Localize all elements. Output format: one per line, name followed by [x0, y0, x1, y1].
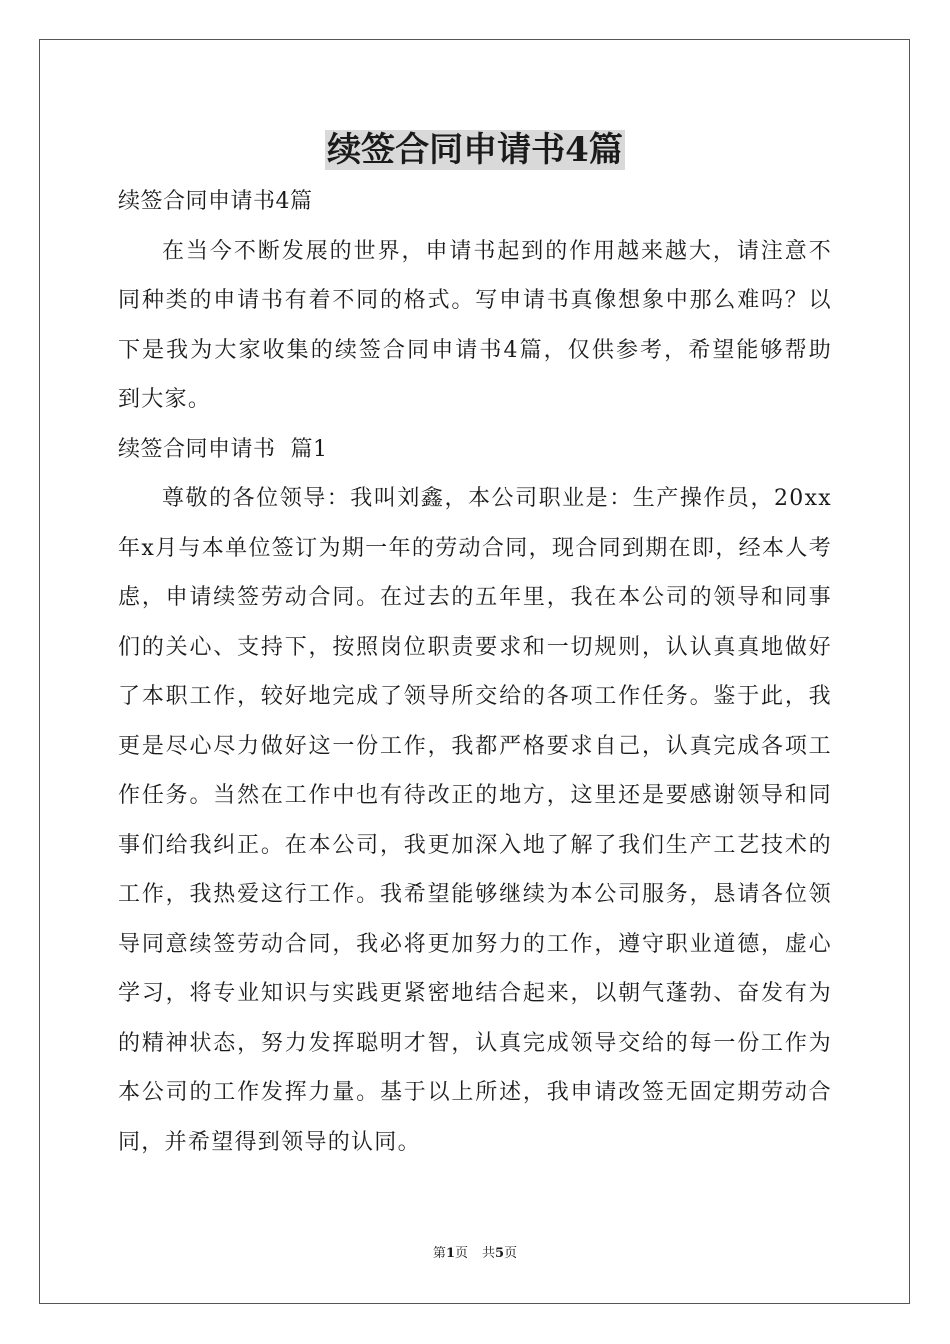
intro-paragraph: 在当今不断发展的世界，申请书起到的作用越来越大，请注意不同种类的申请书有着不同的格式。写申请书真像想象中那么难吗？以下是我为大家收集的续签合同申请书4篇，仅供参考，希望能够帮助到大家。 [118, 238, 832, 412]
page-footer [0, 1245, 950, 1263]
document-subtitle: 续签合同申请书4篇 [118, 189, 313, 214]
document-body [118, 177, 832, 1167]
section-paragraph: 尊敬的各位领导：我叫刘鑫，本公司职业是：生产操作员，20xx年x月与本单位签订为期一年的劳动合同，现合同到期在即，经本人考虑，申请续签劳动合同。在过去的五年里，我在本公司的领导和同事们的关心、支持下，按照岗位职责要求和一切规则，认认真真地做好了本职工作，较好地完成了领导所交给的各项工作任务。鉴于此，我更是尽心尽力做好这一份工作，我都严格要求自己，认真完成各项工作任务。当然在工作中也有待改正的地方，这里还是要感谢领导和同事们给我纠正。在本公司，我更加深入地了解了我们生产工艺技术的工作，我热爱这行工作。我希望能够继续为本公司服务，恳请各位领导同意续签劳动合同，我必将更加努力的工作，遵守职业道德，虚心学习，将专业知识与实践更紧密地结合起来，以朝气蓬勃、奋发有为的精神状态，努力发挥聪明才智，认真完成领导交给的每一份工作为本公司的工作发挥力量。基于以上所述，我申请改签无固定期劳动合同，并希望得到领导的认同。 [118, 486, 832, 1155]
document-title-text: 续签合同申请书4篇 [327, 130, 623, 170]
page-suffix: 页 [454, 1246, 468, 1261]
page-number: 1 [445, 1246, 455, 1261]
section-heading: 续签合同申请书 篇1 [118, 436, 328, 462]
total-prefix: 共 [482, 1246, 496, 1261]
total-pages: 5 [495, 1246, 505, 1261]
document-title [0, 124, 950, 176]
total-suffix: 页 [504, 1246, 518, 1261]
page-prefix: 第 [432, 1246, 446, 1261]
